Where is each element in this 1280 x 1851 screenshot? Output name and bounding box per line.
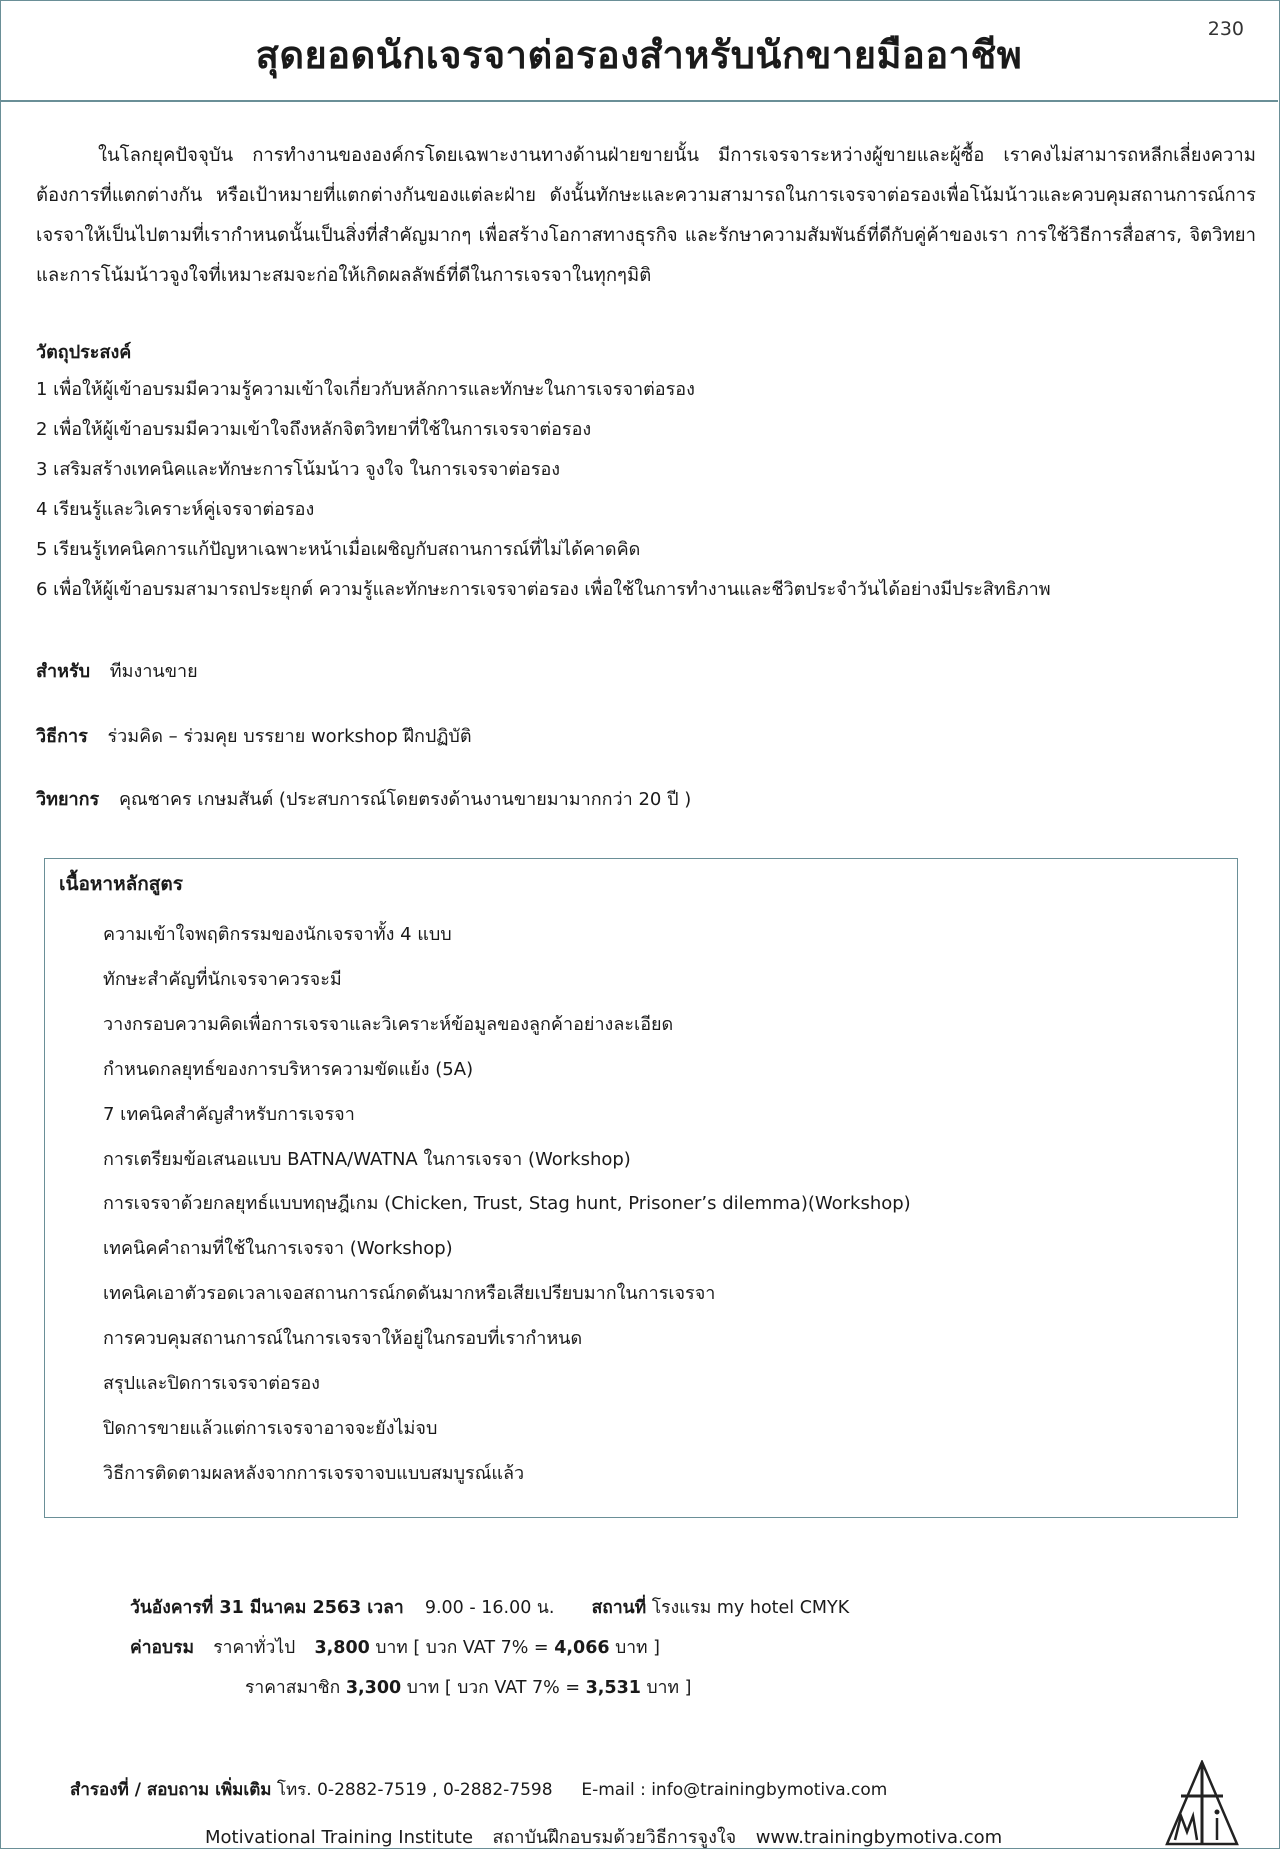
list-item: ความเข้าใจพฤติกรรมของนักเจรจาทั้ง 4 แบบ [103, 924, 452, 945]
list-item: การเตรียมข้อเสนอแบบ BATNA/WATNA ในการเจรจา (Workshop) [103, 1148, 631, 1170]
schedule-line [130, 1588, 849, 1628]
for-label: สำหรับ [36, 661, 91, 682]
venue-label: สถานที่ [591, 1598, 647, 1618]
fee-member-price: 3,300 [345, 1678, 402, 1698]
contact-line [70, 1776, 887, 1803]
list-item: วางกรอบความคิดเพื่อการเจรจาและวิเคราะห์ข้อมูลของลูกค้าอย่างละเอียด [103, 1013, 674, 1035]
objective-item: 3 เสริมสร้างเทคนิคและทักษะการโน้มน้าว จูงใจ ในการเจรจาต่อรอง [36, 459, 561, 480]
list-item: สรุปและปิดการเจรจาต่อรอง [103, 1373, 320, 1395]
fee-general-line [130, 1628, 849, 1668]
org-name-en: Motivational Training Institute [205, 1827, 474, 1848]
fee-member-total: 3,531 [585, 1678, 641, 1698]
intro-paragraph [36, 136, 1256, 296]
list-item: เทคนิคคำถามที่ใช้ในการเจรจา (Workshop) [103, 1238, 453, 1260]
course-content-heading: เนื้อหาหลักสูตร [59, 873, 183, 895]
objectives-heading: วัตถุประสงค์ [36, 342, 132, 363]
objectives-section [36, 336, 1256, 610]
header [0, 0, 1278, 102]
list-item: การเจรจาด้วยกลยุทธ์แบบทฤษฎีเกม (Chicken, Trust, Stag hunt, Prisoner’s dilemma)(Workshop) [103, 1193, 911, 1215]
list-item: 7 เทคนิคสำคัญสำหรับการเจรจา [103, 1103, 355, 1125]
footer [205, 1822, 1002, 1851]
course-content-list [103, 913, 911, 1497]
fee-member-suffix: บาท [ บวก VAT 7% = [406, 1678, 581, 1698]
speaker-row [36, 784, 691, 813]
time-value: 9.00 - 16.00 น. [424, 1598, 555, 1618]
fee-member-line [130, 1668, 849, 1708]
method-value: ร่วมคิด – ร่วมคุย บรรยาย workshop ฝึกปฏิบัติ [107, 726, 472, 747]
objective-item: 1 เพื่อให้ผู้เข้าอบรมมีความรู้ความเข้าใจเกี่ยวกับหลักการและทักษะในการเจรจาต่อรอง [36, 379, 695, 400]
objective-item: 5 เรียนรู้เทคนิคการแก้ปัญหาเฉพาะหน้าเมื่อเผชิญกับสถานการณ์ที่ไม่ได้คาดคิด [36, 539, 641, 560]
objective-item: 4 เรียนรู้และวิเคราะห์คู่เจรจาต่อรอง [36, 499, 315, 520]
for-value: ทีมงานขาย [109, 661, 198, 682]
schedule-and-fee [130, 1588, 849, 1708]
fee-general-suffix: บาท [ บวก VAT 7% = [375, 1638, 549, 1658]
org-name-th: สถาบันฝึกอบรมด้วยวิธีการจูงใจ [492, 1827, 737, 1848]
list-item: การควบคุมสถานการณ์ในการเจรจาให้อยู่ในกรอบที่เรากำหนด [103, 1328, 583, 1350]
venue-value: โรงแรม my hotel CMYK [651, 1598, 850, 1618]
objective-item: 6 เพื่อให้ผู้เข้าอบรมสามารถประยุกต์ ความรู้และทักษะการเจรจาต่อรอง เพื่อใช้ในการทำงานและชีวิตประจำวันได้อย่างมีประสิทธิภาพ [36, 579, 1051, 600]
list-item: เทคนิคเอาตัวรอดเวลาเจอสถานการณ์กดดันมากหรือเสียเปรียบมากในการเจรจา [103, 1283, 716, 1305]
fee-general-total: 4,066 [554, 1638, 610, 1658]
fee-general-price: 3,800 [314, 1638, 370, 1658]
list-item: ปิดการขายแล้วแต่การเจรจาอาจจะยังไม่จบ [103, 1417, 438, 1439]
objective-item: 2 เพื่อให้ผู้เข้าอบรมมีความเข้าใจถึงหลักจิตวิทยาที่ใช้ในการเจรจาต่อรอง [36, 419, 592, 440]
mti-logo-icon [1163, 1760, 1241, 1846]
intro-text: ในโลกยุคปัจจุบัน การทำงานขององค์กรโดยเฉพาะงานทางด้านฝ่ายขายนั้น มีการเจรจาระหว่างผู้ขายและผู้ซื้อ เราคงไม่สามารถหลีกเลี่ยงความต้องการที่แตกต่างกัน หรือเป้าหมายที่แตกต่างกันของแต่ละฝ่าย ดังนั้นทักษะและความสามารถในการเจรจาต่อรองเพื่อโน้มน้าวและควบคุมสถานการณ์การเจรจาให้เป็นไปตามที่เรากำหนดนั้นเป็นสิ่งที่สำคัญมากๆ เพื่อสร้างโอกาสทางธุรกิจ และรักษาความสัมพันธ์ที่ดีกับคู่ค้าของเรา การใช้วิธีการสื่อสาร, จิตวิทยาและการโน้มน้าวจูงใจที่เหมาะสมจะก่อให้เกิดผลลัพธ์ที่ดีในการเจรจาในทุกๆมิติ [36, 145, 1256, 286]
fee-member-prefix: ราคาสมาชิก [245, 1678, 341, 1698]
list-item: ทักษะสำคัญที่นักเจรจาควรจะมี [103, 968, 342, 990]
fee-label: ค่าอบรม [130, 1638, 195, 1658]
fee-general-end: บาท ] [615, 1638, 660, 1658]
list-item: วิธีการติดตามผลหลังจากการเจรจาจบแบบสมบูรณ์แล้ว [103, 1462, 525, 1484]
contact-label: สำรองที่ / สอบถาม เพิ่มเติม [70, 1780, 272, 1800]
method-label: วิธีการ [36, 726, 88, 747]
fee-member-end: บาท ] [646, 1678, 692, 1698]
speaker-value: คุณชาคร เกษมสันต์ (ประสบการณ์โดยตรงด้านงานขายมามากกว่า 20 ปี ) [118, 789, 692, 810]
contact-email[interactable]: E-mail : info@trainingbymotiva.com [581, 1780, 888, 1800]
page-title: สุดยอดนักเจรจาต่อรองสำหรับนักขายมืออาชีพ [255, 33, 1023, 77]
list-item: กำหนดกลยุทธ์ของการบริหารความขัดแย้ง (5A) [103, 1058, 474, 1080]
fee-general-prefix: ราคาทั่วไป [213, 1638, 296, 1658]
contact-phone: โทร. 0-2882-7519 , 0-2882-7598 [276, 1780, 553, 1800]
for-row [36, 656, 198, 685]
date-label: วันอังคารที่ 31 มีนาคม 2563 เวลา [130, 1598, 404, 1618]
website-link[interactable]: www.trainingbymotiva.com [755, 1827, 1003, 1848]
course-content-box [44, 858, 1238, 1518]
page-number: 230 [1207, 18, 1244, 40]
speaker-label: วิทยากร [36, 789, 100, 810]
method-row [36, 721, 472, 750]
